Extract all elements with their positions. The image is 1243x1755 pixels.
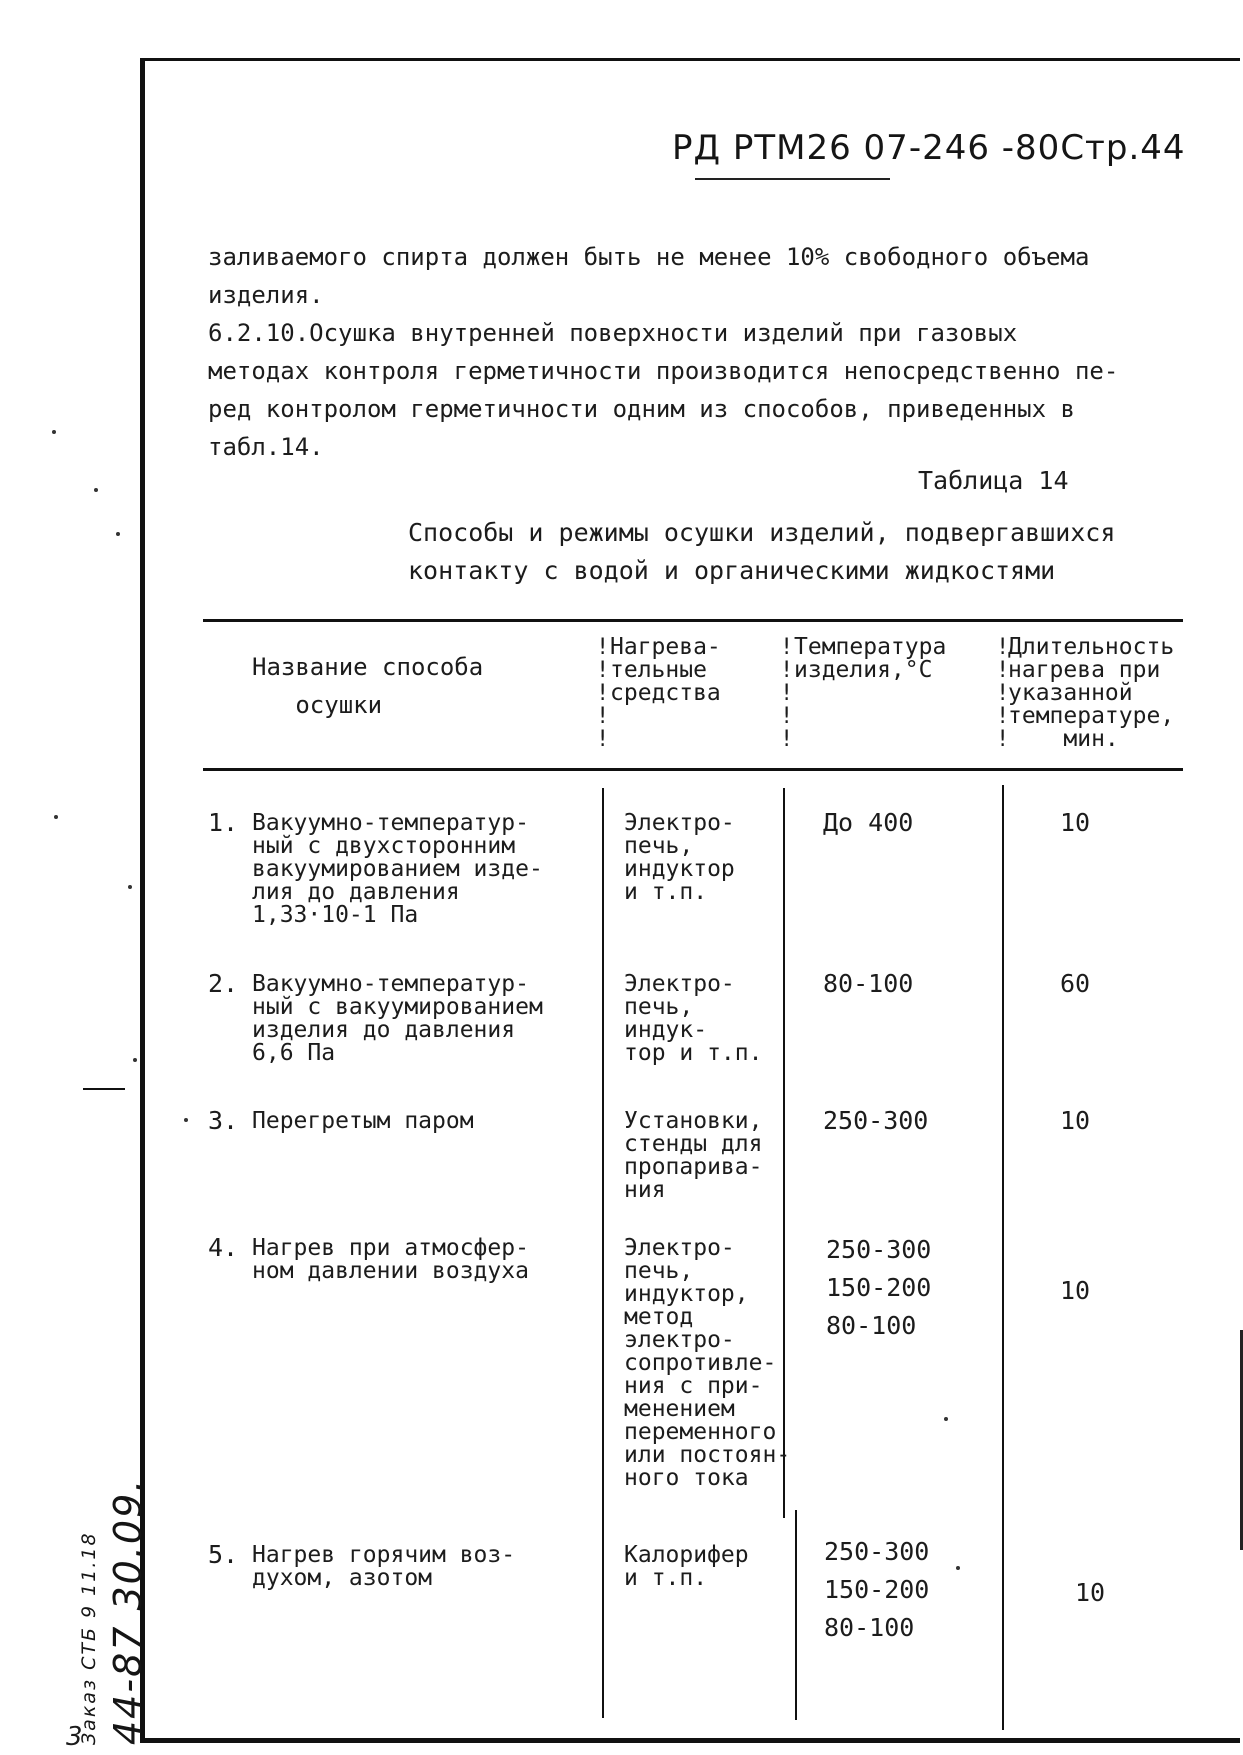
- row-4-duration: 10: [1060, 1276, 1091, 1305]
- body-line-2: изделия.: [208, 281, 324, 309]
- body-line-3: 6.2.10.Осушка внутренней поверхности изделий при газовых: [208, 319, 1018, 347]
- table-top-rule: [203, 619, 1183, 622]
- row-4-temperature: 250-300 150-200 80-100: [826, 1235, 932, 1340]
- row-1-duration: 10: [1060, 808, 1091, 837]
- row-5-method: Нагрев горячим воз- духом, азотом: [252, 1542, 516, 1591]
- row-3-temperature: 250-300: [823, 1106, 929, 1135]
- scan-speck: [52, 430, 56, 434]
- row-2-duration: 60: [1060, 969, 1091, 998]
- row-4-method: Нагрев при атмосфер- ном давлении воздуха: [252, 1235, 529, 1284]
- table-caption-2: контакту с водой и органическими жидкостями: [408, 556, 1056, 585]
- row-3-duration: 10: [1060, 1106, 1091, 1135]
- scan-speck: [184, 1118, 188, 1122]
- row-3-number: 3.: [208, 1106, 239, 1135]
- row-2-method: Вакуумно-температур- ный с вакуумированием изделия до давления 6,6 Па: [252, 971, 543, 1066]
- column-line-2b: [795, 1510, 797, 1720]
- row-4-means: Электро- печь, индуктор, метод электро- сопротивле- ния с при- менением переменного или постоян- ного тока: [624, 1235, 791, 1491]
- body-line-1: заливаемого спирта должен быть не менее 10% свободного объема: [208, 243, 1090, 271]
- row-2-means: Электро- печь, индук- тор и т.п.: [624, 971, 763, 1066]
- header-separator-2: ! ! ! ! !: [780, 635, 794, 752]
- scan-speck: [128, 885, 132, 889]
- body-line-6: табл.14.: [208, 433, 324, 461]
- column-line-3: [1002, 785, 1004, 1730]
- header-separator-3: ! ! ! ! !: [996, 635, 1010, 752]
- row-3-means: Установки, стенды для пропарива- ния: [624, 1108, 763, 1203]
- row-3-method: Перегретым паром: [252, 1108, 474, 1134]
- margin-order-note: [78, 1478, 150, 1745]
- row-1-temperature: До 400: [823, 808, 914, 837]
- header-temperature: Температура изделия,°С: [794, 634, 947, 683]
- margin-order-small: Заказ СТБ 9 11.18: [78, 1531, 100, 1745]
- scan-speck: [54, 815, 58, 819]
- row-5-temperature: 250-300 150-200 80-100: [824, 1537, 930, 1642]
- row-2-number: 2.: [208, 969, 239, 998]
- document-code: РД РТМ26 07-246 -80Стр.44: [672, 128, 1186, 168]
- row-4-number: 4.: [208, 1233, 239, 1262]
- table-number: Таблица 14: [918, 466, 1069, 495]
- table-header-rule: [203, 768, 1183, 771]
- scan-speck: [94, 488, 98, 492]
- row-5-means: Калорифер и т.п.: [624, 1542, 749, 1591]
- row-1-means: Электро- печь, индуктор и т.п.: [624, 810, 735, 905]
- row-2-temperature: 80-100: [823, 969, 914, 998]
- scan-speck: [116, 532, 120, 536]
- header-means: Нагрева- тельные средства: [610, 634, 721, 706]
- table-caption-1: Способы и режимы осушки изделий, подвергавшихся: [408, 518, 1116, 547]
- body-line-5: ред контролом герметичности одним из способов, приведенных в: [208, 395, 1075, 423]
- scan-speck: [944, 1417, 948, 1421]
- margin-corner-mark: 3: [66, 1722, 83, 1752]
- row-1-number: 1.: [208, 808, 239, 837]
- scan-speck: [956, 1566, 960, 1570]
- header-method: Название способа осушки: [252, 653, 484, 719]
- row-5-duration: 10: [1075, 1578, 1106, 1607]
- scan-speck: [133, 1058, 137, 1062]
- scan-dash: [83, 1088, 125, 1090]
- margin-order-handwritten: 44-87 30.09.: [106, 1477, 150, 1745]
- row-1-method: Вакуумно-температур- ный с двухсторонним вакуумированием изде- лия до давления 1,33·10-1 Па: [252, 810, 543, 928]
- header-duration: Длительность нагрева при указанной температуре, мин.: [1008, 634, 1175, 752]
- row-5-number: 5.: [208, 1540, 239, 1569]
- column-line-1: [602, 788, 604, 1718]
- document-code-underline: [695, 178, 890, 180]
- body-line-4: методах контроля герметичности производится непосредственно пе-: [208, 357, 1119, 385]
- header-separator-1: ! ! ! ! !: [596, 635, 610, 752]
